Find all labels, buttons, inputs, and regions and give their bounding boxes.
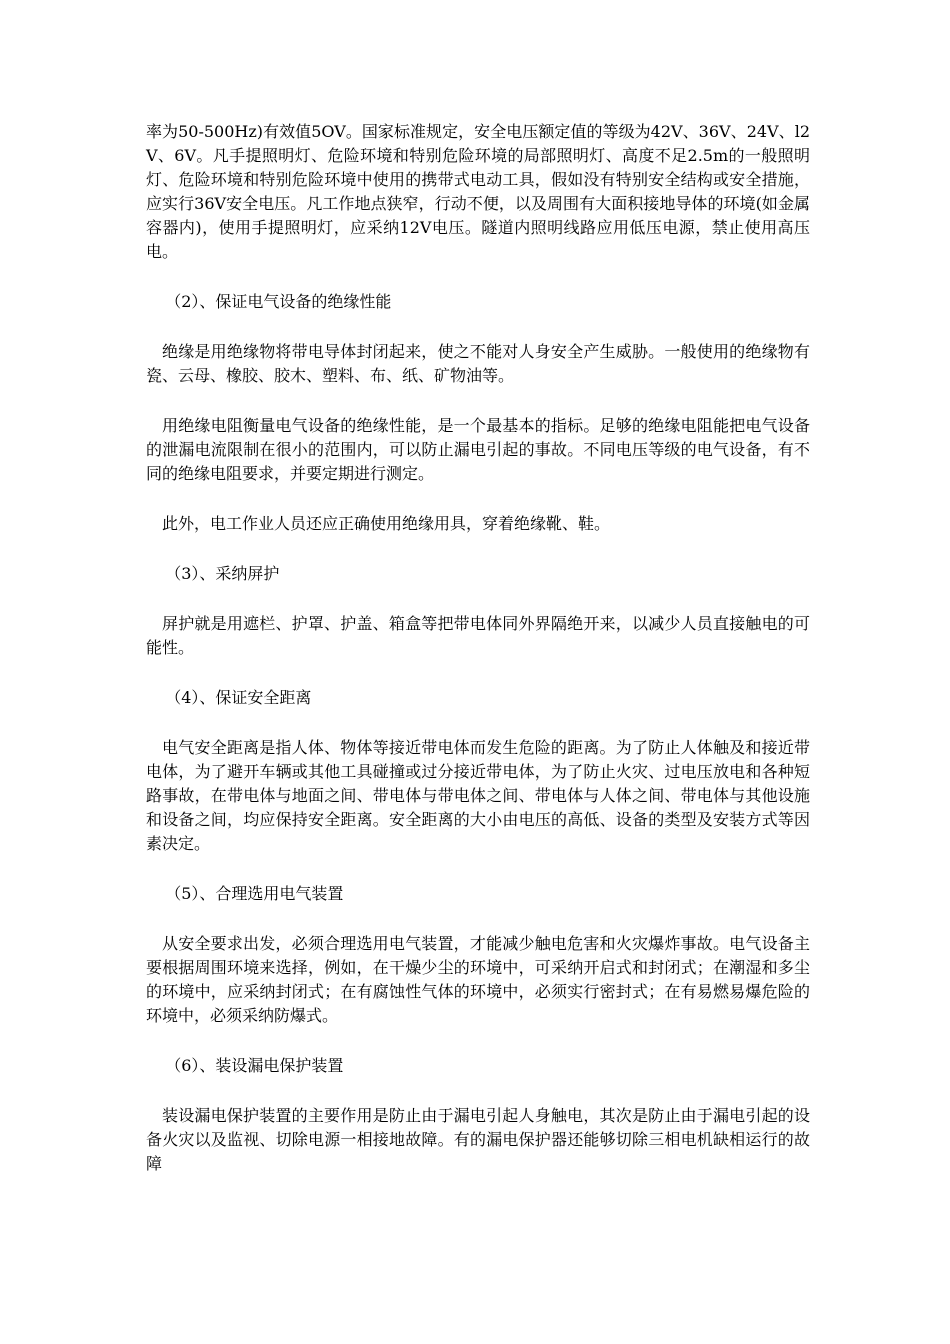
paragraph-insulation-tools: 此外，电工作业人员还应正确使用绝缘用具，穿着绝缘靴、鞋。 <box>162 514 611 533</box>
paragraph-shielding: 屏护就是用遮栏、护罩、护盖、箱盒等把带电体同外界隔绝开来，以减少人员直接触电的可能性。 <box>146 614 810 657</box>
section-heading-safe-distance: （4）、保证安全距离 <box>165 688 312 707</box>
section-heading-insulation: （2）、保证电气设备的绝缘性能 <box>165 292 392 311</box>
document-body <box>146 120 810 1202</box>
section-heading-electrical-devices: （5）、合理选用电气装置 <box>165 884 344 903</box>
section-heading-shielding: （3）、采纳屏护 <box>165 564 280 583</box>
paragraph-insulation-materials: 绝缘是用绝缘物将带电导体封闭起来，使之不能对人身安全产生威胁。一般使用的绝缘物有瓷、云母、橡胶、胶木、塑料、布、纸、矿物油等。 <box>146 342 810 385</box>
paragraph-safe-distance: 电气安全距离是指人体、物体等接近带电体而发生危险的距离。为了防止人体触及和接近带电体，为了避开车辆或其他工具碰撞或过分接近带电体，为了防止火灾、过电压放电和各种短路事故，在带电体与地面之间、带电体与带电体之间、带电体与人体之间、带电体与其他设施和设备之间，均应保持安全距离。安全距离的大小由电压的高低、设备的类型及安装方式等因素决定。 <box>146 738 810 853</box>
paragraph-safe-voltage: 率为50-500Hz)有效值5OV。国家标准规定，安全电压额定值的等级为42V、36V、24V、l2V、6V。凡手提照明灯、危险环境和特别危险环境的局部照明灯、高度不足2.5m的一般照明灯、危险环境和特别危险环境中使用的携带式电动工具，假如没有特别安全结构或安全措施，应实行36V安全电压。凡工作地点狭窄，行动不便，以及周围有大面积接地导体的环境(如金属容器内)，使用手提照明灯，应采纳12V电压。隧道内照明线路应用低压电源，禁止使用高压电。 <box>146 122 810 261</box>
paragraph-electrical-devices: 从安全要求出发，必须合理选用电气装置，才能减少触电危害和火灾爆炸事故。电气设备主要根据周围环境来选择，例如，在干燥少尘的环境中，可采纳开启式和封闭式；在潮湿和多尘的环境中，应采纳封闭式；在有腐蚀性气体的环境中，必须实行密封式；在有易燃易爆危险的环境中，必须采纳防爆式。 <box>146 934 810 1025</box>
paragraph-insulation-resistance: 用绝缘电阻衡量电气设备的绝缘性能，是一个最基本的指标。足够的绝缘电阻能把电气设备的泄漏电流限制在很小的范围内，可以防止漏电引起的事故。不同电压等级的电气设备，有不同的绝缘电阻要求，并要定期进行测定。 <box>146 416 810 483</box>
section-heading-leakage-protection: （6）、装设漏电保护装置 <box>165 1056 344 1075</box>
paragraph-leakage-protection: 装设漏电保护装置的主要作用是防止由于漏电引起人身触电，其次是防止由于漏电引起的设备火灾以及监视、切除电源一相接地故障。有的漏电保护器还能够切除三相电机缺相运行的故障 <box>146 1106 810 1173</box>
